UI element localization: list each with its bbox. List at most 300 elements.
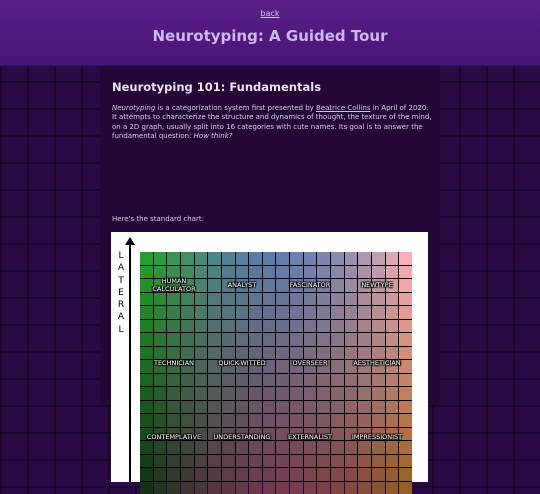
grid-cell [276, 293, 289, 306]
grid-cell [263, 468, 276, 481]
grid-cell [208, 252, 221, 265]
grid-cell [331, 252, 344, 265]
grid-cell [195, 320, 208, 333]
category-label: QUICK-WITTED [202, 359, 282, 367]
grid-cell [276, 401, 289, 414]
grid-cell [358, 333, 371, 346]
grid-cell [195, 468, 208, 481]
grid-cell [386, 266, 399, 279]
grid-cell [386, 482, 399, 494]
grid-cell [276, 320, 289, 333]
intro-question: How think? [194, 132, 233, 140]
back-link[interactable]: back [0, 9, 540, 18]
grid-cell [358, 387, 371, 400]
grid-cell [181, 441, 194, 454]
grid-cell [290, 455, 303, 468]
grid-cell [195, 252, 208, 265]
category-label: NEWTYPE [337, 281, 417, 289]
y-axis-letter: A [116, 311, 126, 323]
grid-cell [263, 441, 276, 454]
grid-cell [140, 401, 153, 414]
grid-cell [236, 482, 249, 494]
grid-cell [222, 468, 235, 481]
grid-cell [358, 293, 371, 306]
grid-cell [317, 387, 330, 400]
grid-cell [372, 482, 385, 494]
grid-cell [331, 347, 344, 360]
grid-cell [195, 333, 208, 346]
grid-cell [222, 414, 235, 427]
grid-cell [386, 387, 399, 400]
grid-cell [236, 387, 249, 400]
grid-cell [236, 333, 249, 346]
grid-cell [249, 266, 262, 279]
grid-cell [140, 468, 153, 481]
grid-cell [181, 320, 194, 333]
grid-cell [290, 333, 303, 346]
grid-cell [304, 333, 317, 346]
grid-cell [249, 374, 262, 387]
main-content [100, 66, 440, 405]
grid-cell [208, 293, 221, 306]
grid-cell [386, 306, 399, 319]
grid-cell [195, 401, 208, 414]
grid-cell [317, 482, 330, 494]
grid-cell [154, 441, 167, 454]
grid-cell [345, 266, 358, 279]
grid-cell [372, 320, 385, 333]
grid-cell [236, 306, 249, 319]
grid-cell [317, 441, 330, 454]
grid-cell [222, 333, 235, 346]
grid-cell [331, 455, 344, 468]
grid-cell [304, 387, 317, 400]
grid-cell [208, 306, 221, 319]
grid-cell [236, 266, 249, 279]
grid-cell [154, 333, 167, 346]
grid-cell [304, 266, 317, 279]
grid-cell [331, 306, 344, 319]
grid-cell [167, 482, 180, 494]
y-axis-label [116, 250, 126, 336]
grid-cell [372, 455, 385, 468]
grid-cell [236, 293, 249, 306]
grid-cell [358, 320, 371, 333]
grid-cell [195, 387, 208, 400]
grid-cell [181, 387, 194, 400]
grid-cell [386, 293, 399, 306]
grid-cell [290, 306, 303, 319]
grid-cell [276, 347, 289, 360]
grid-cell [167, 455, 180, 468]
grid-cell [386, 333, 399, 346]
grid-cell [263, 333, 276, 346]
grid-cell [181, 468, 194, 481]
grid-cell [167, 441, 180, 454]
grid-cell [345, 401, 358, 414]
grid-cell [263, 266, 276, 279]
grid-cell [399, 455, 412, 468]
grid-cell [358, 482, 371, 494]
grid-cell [249, 468, 262, 481]
y-axis-letter: R [116, 299, 126, 311]
grid-cell [399, 414, 412, 427]
grid-cell [154, 374, 167, 387]
grid-cell [263, 401, 276, 414]
grid-cell [345, 333, 358, 346]
intro-text-1: is a categorization system first presented by [155, 104, 316, 112]
grid-cell [195, 306, 208, 319]
category-label: FASCINATOR [270, 281, 350, 289]
category-label: UNDERSTANDING [202, 433, 282, 441]
grid-cell [263, 414, 276, 427]
grid-cell [358, 252, 371, 265]
grid-cell [249, 414, 262, 427]
grid-cell [181, 482, 194, 494]
site-header [0, 0, 540, 66]
grid-cell [222, 482, 235, 494]
grid-cell [331, 320, 344, 333]
grid-cell [236, 320, 249, 333]
grid-cell [222, 306, 235, 319]
grid-cell [358, 374, 371, 387]
grid-cell [372, 401, 385, 414]
grid-cell [386, 252, 399, 265]
grid-cell [358, 441, 371, 454]
grid-cell [386, 347, 399, 360]
grid-cell [195, 293, 208, 306]
grid-cell [140, 482, 153, 494]
grid-cell [290, 414, 303, 427]
grid-cell [317, 455, 330, 468]
grid-cell [276, 266, 289, 279]
section-title: Neurotyping 101: Fundamentals [112, 80, 321, 94]
grid-cell [154, 252, 167, 265]
grid-cell [167, 333, 180, 346]
grid-cell [249, 441, 262, 454]
grid-cell [222, 347, 235, 360]
grid-cell [263, 374, 276, 387]
grid-cell [372, 333, 385, 346]
grid-cell [386, 320, 399, 333]
grid-cell [345, 252, 358, 265]
grid-cell [249, 347, 262, 360]
grid-cell [290, 482, 303, 494]
grid-cell [331, 414, 344, 427]
grid-cell [304, 401, 317, 414]
grid-cell [290, 374, 303, 387]
grid-cell [345, 468, 358, 481]
intro-paragraph [112, 104, 434, 141]
grid-cell [140, 252, 153, 265]
grid-cell [181, 374, 194, 387]
grid-cell [140, 333, 153, 346]
grid-cell [208, 320, 221, 333]
grid-cell [276, 387, 289, 400]
grid-cell [290, 401, 303, 414]
grid-cell [249, 482, 262, 494]
chart-intro: Here's the standard chart: [112, 215, 204, 223]
grid-cell [222, 374, 235, 387]
grid-cell [358, 266, 371, 279]
site-title: Neurotyping: A Guided Tour [0, 27, 540, 45]
grid-cell [236, 252, 249, 265]
grid-cell [154, 468, 167, 481]
grid-cell [263, 387, 276, 400]
grid-cell [276, 482, 289, 494]
grid-cell [345, 374, 358, 387]
intro-term: Neurotyping [112, 104, 155, 112]
grid-cell [304, 252, 317, 265]
grid-cell [181, 401, 194, 414]
grid-cell [331, 441, 344, 454]
grid-cell [399, 252, 412, 265]
grid-cell [386, 441, 399, 454]
grid-cell [399, 441, 412, 454]
grid-cell [263, 320, 276, 333]
grid-cell [236, 347, 249, 360]
grid-cell [195, 441, 208, 454]
y-axis-letter: L [116, 250, 126, 262]
grid-cell [317, 414, 330, 427]
category-label: ANALYST [202, 281, 282, 289]
grid-cell [140, 306, 153, 319]
grid-cell [167, 293, 180, 306]
grid-cell [222, 441, 235, 454]
grid-cell [140, 347, 153, 360]
grid-cell [399, 468, 412, 481]
grid-cell [304, 414, 317, 427]
grid-cell [317, 401, 330, 414]
grid-cell [167, 414, 180, 427]
grid-cell [208, 414, 221, 427]
grid-cell [167, 320, 180, 333]
grid-cell [372, 266, 385, 279]
grid-cell [208, 468, 221, 481]
grid-cell [345, 414, 358, 427]
grid-cell [249, 293, 262, 306]
grid-cell [331, 293, 344, 306]
grid-cell [399, 347, 412, 360]
grid-cell [236, 414, 249, 427]
grid-cell [372, 387, 385, 400]
grid-cell [154, 347, 167, 360]
grid-cell [249, 401, 262, 414]
grid-cell [181, 293, 194, 306]
grid-cell [372, 293, 385, 306]
grid-cell [208, 455, 221, 468]
grid-cell [195, 374, 208, 387]
grid-cell [372, 374, 385, 387]
grid-cell [140, 387, 153, 400]
grid-cell [154, 387, 167, 400]
grid-cell [290, 252, 303, 265]
category-label: AESTHETICIAN [337, 359, 417, 367]
grid-cell [345, 441, 358, 454]
grid-cell [386, 374, 399, 387]
grid-cell [263, 306, 276, 319]
grid-cell [345, 306, 358, 319]
grid-cell [167, 252, 180, 265]
intro-text-2: in April of 2020. It attempts to characterize the structure and dynamics of thought, the texture of the mind, on a 2D graph, usually split into 16 categories with cute names. Its goal is to answer the fundamental question: [112, 104, 432, 140]
grid-cell [222, 293, 235, 306]
grid-cell [208, 482, 221, 494]
y-axis-arrow-icon [125, 237, 135, 245]
grid-cell [181, 252, 194, 265]
grid-cell [358, 468, 371, 481]
grid-cell [317, 374, 330, 387]
grid-cell [290, 468, 303, 481]
grid-cell [154, 482, 167, 494]
grid-cell [372, 306, 385, 319]
grid-cell [140, 455, 153, 468]
grid-cell [222, 252, 235, 265]
y-axis-letter: E [116, 287, 126, 299]
grid-cell [263, 347, 276, 360]
grid-cell [222, 455, 235, 468]
grid-cell [317, 347, 330, 360]
y-axis-letter: L [116, 324, 126, 336]
grid-cell [249, 455, 262, 468]
grid-cell [331, 482, 344, 494]
category-label: OVERSEER [270, 359, 350, 367]
grid-cell [276, 306, 289, 319]
grid-cell [304, 306, 317, 319]
grid-cell [167, 401, 180, 414]
grid-cell [276, 441, 289, 454]
grid-cell [276, 333, 289, 346]
grid-cell [276, 414, 289, 427]
grid-cell [167, 374, 180, 387]
grid-cell [195, 414, 208, 427]
grid-cell [154, 293, 167, 306]
grid-cell [181, 414, 194, 427]
grid-cell [249, 320, 262, 333]
grid-cell [304, 455, 317, 468]
grid-cell [140, 320, 153, 333]
grid-cell [372, 468, 385, 481]
grid-cell [372, 414, 385, 427]
grid-cell [181, 455, 194, 468]
grid-cell [331, 401, 344, 414]
grid-cell [317, 293, 330, 306]
category-label: IMPRESSIONIST [337, 433, 417, 441]
grid-cell [304, 347, 317, 360]
grid-cell [399, 266, 412, 279]
grid-cell [399, 320, 412, 333]
grid-cell [304, 482, 317, 494]
y-axis-line [129, 242, 131, 482]
grid-cell [249, 333, 262, 346]
grid-cell [317, 320, 330, 333]
grid-cell [222, 320, 235, 333]
grid-cell [249, 387, 262, 400]
grid-cell [399, 293, 412, 306]
grid-cell [358, 455, 371, 468]
grid-cell [236, 374, 249, 387]
grid-cell [154, 455, 167, 468]
grid-cell [154, 414, 167, 427]
grid-cell [386, 455, 399, 468]
grid-cell [345, 387, 358, 400]
grid-cell [358, 414, 371, 427]
grid-cell [154, 306, 167, 319]
grid-cell [276, 455, 289, 468]
grid-cell [372, 347, 385, 360]
grid-cell [290, 347, 303, 360]
grid-cell [290, 387, 303, 400]
grid-cell [304, 374, 317, 387]
grid-cell [249, 306, 262, 319]
grid-cell [276, 468, 289, 481]
grid-cell [317, 266, 330, 279]
y-axis-letter: T [116, 275, 126, 287]
grid-cell [222, 387, 235, 400]
grid-cell [399, 482, 412, 494]
grid-cell [236, 401, 249, 414]
grid-cell [386, 468, 399, 481]
grid-cell [195, 455, 208, 468]
author-link[interactable]: Beatrice Collins [316, 104, 370, 112]
grid-cell [304, 441, 317, 454]
y-axis-letter: A [116, 262, 126, 274]
grid-cell [195, 482, 208, 494]
grid-cell [372, 441, 385, 454]
grid-cell [167, 387, 180, 400]
grid-cell [222, 401, 235, 414]
grid-cell [263, 293, 276, 306]
grid-cell [399, 401, 412, 414]
grid-cell [276, 374, 289, 387]
grid-cell [331, 333, 344, 346]
grid-cell [317, 252, 330, 265]
grid-cell [167, 347, 180, 360]
grid-cell [304, 293, 317, 306]
grid-cell [222, 266, 235, 279]
grid-cell [208, 347, 221, 360]
neurotype-chart [111, 232, 428, 482]
grid-cell [399, 387, 412, 400]
grid-cell [317, 333, 330, 346]
grid-cell [181, 306, 194, 319]
grid-cell [345, 455, 358, 468]
grid-cell [276, 252, 289, 265]
grid-cell [386, 401, 399, 414]
grid-cell [331, 468, 344, 481]
grid-cell [263, 455, 276, 468]
grid-cell [317, 306, 330, 319]
category-label: EXTERNALIST [270, 433, 350, 441]
grid-cell [208, 401, 221, 414]
grid-cell [249, 252, 262, 265]
category-label: CONTEMPLATIVE [134, 433, 214, 441]
grid-cell [304, 468, 317, 481]
grid-cell [236, 468, 249, 481]
grid-cell [181, 347, 194, 360]
grid-cell [208, 374, 221, 387]
grid-cell [290, 441, 303, 454]
grid-cell [154, 401, 167, 414]
grid-cell [345, 482, 358, 494]
grid-cell [195, 347, 208, 360]
grid-cell [208, 387, 221, 400]
grid-cell [345, 320, 358, 333]
grid-cell [181, 333, 194, 346]
grid-cell [399, 374, 412, 387]
grid-cell [154, 320, 167, 333]
grid-cell [208, 333, 221, 346]
grid-cell [399, 333, 412, 346]
